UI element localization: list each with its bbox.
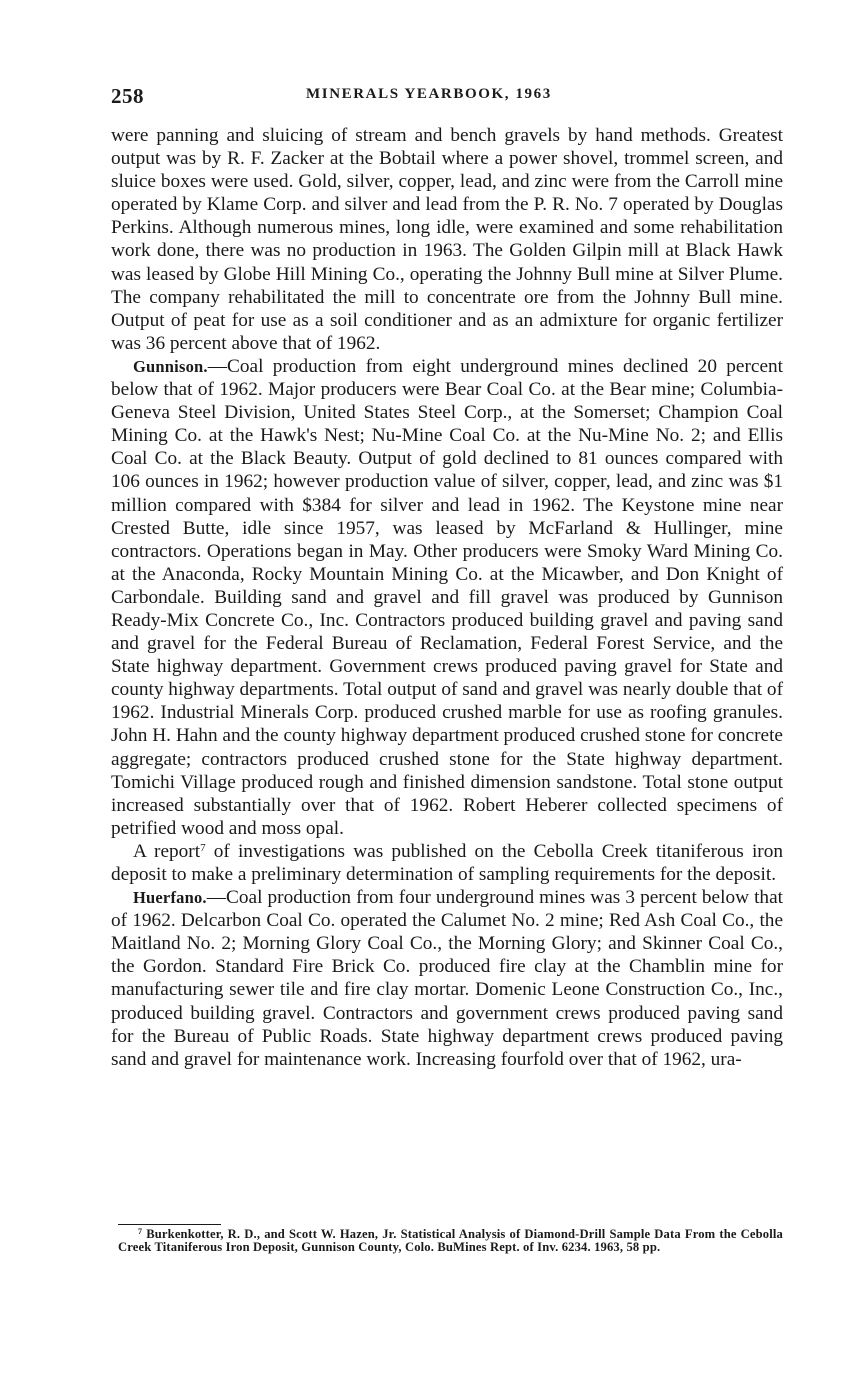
paragraph-text: of investigations was published on the Cebolla Creek titaniferous iron deposit to make a preliminary determination of sampling requirements for the deposit.: [111, 840, 783, 885]
footnote-divider: [118, 1224, 221, 1225]
paragraph-text: were panning and sluicing of stream and bench gravels by hand methods. Greatest output was by R. F. Zacker at the Bobtail where a power shovel, trommel screen, and sluice boxes were used. Gold, silver, copper, lead, and zinc were from the Carroll mine operated by Klame Corp. and silver and lead from the P. R. No. 7 operated by Douglas Perkins. Although numerous mines, long idle, were examined and some rehabilitation work done, there was no production in 1963. The Golden Gilpin mill at Black Hawk was leased by Globe Hill Mining Co., operating the Johnny Bull mine at Silver Plume. The company rehabilitated the mill to concentrate ore from the Johnny Bull mine. Output of peat for use as a soil conditioner and as an admixture for organic fertilizer was 36 percent above that of 1962.: [111, 125, 783, 354]
paragraph-text: A report: [133, 840, 201, 862]
footnote-reference: 7: [200, 841, 206, 854]
paragraph-text: —Coal production from eight underground mines declined 20 percent below that of 1962. Major producers were Bear Coal Co. at the Bear mine; Columbia-Geneva Steel Division, United States Steel Corp., at the Somerset; Champion Coal Mining Co. at the Hawk's Nest; Nu-Mine Coal Co. at the Nu-Mine No. 2; and Ellis Coal Co. at the Black Beauty. Output of gold declined to 81 ounces compared with 106 ounces in 1962; however production value of silver, copper, lead, and zinc was $1 million compared with $384 for silver and lead in 1962. The Keystone mine near Crested Butte, idle since 1957, was leased by McFarland & Hullinger, mine contractors. Operations began in May. Other producers were Smoky Ward Mining Co. at the Anaconda, Rocky Mountain Mining Co. at the Micawber, and Don Knight of Carbondale. Building sand and gravel and fill gravel was produced by Gunnison Ready-Mix Concrete Co., Inc. Contractors produced building gravel and paving sand and gravel for the Federal Bureau of Reclamation, Federal Forest Service, and the State highway department. Government crews produced paving gravel for State and county highway departments. Total output of sand and gravel was nearly double that of 1962. Industrial Minerals Corp. produced crushed marble for use as roofing granules. John H. Hahn and the county highway department produced crushed stone for concrete aggregate; contractors produced crushed stone for the State highway department. Tomichi Village produced rough and finished dimension sandstone. Total stone output increased substantially over that of 1962. Robert Heberer collected specimens of petrified wood and moss opal.: [111, 355, 783, 839]
footnote-marker: 7: [138, 1227, 143, 1236]
paragraph-text: —Coal production from four underground mines was 3 percent below that of 1962. Delcarbon Coal Co. operated the Calumet No. 2 mine; Red Ash Coal Co., the Maitland No. 2; Morning Glory Coal Co., the Morning Glory; and Skinner Coal Co., the Gordon. Standard Fire Brick Co. produced fire clay at the Chamblin mine for manufacturing sewer tile and fire clay mortar. Domenic Leone Construction Co., Inc., produced building gravel. Contractors and government crews produced paving sand for the Bureau of Public Roads. State highway department crews produced paving sand and gravel for maintenance work. Increasing fourfold over that of 1962, ura-: [111, 887, 783, 1070]
page-header: [111, 84, 783, 110]
running-head: MINERALS YEARBOOK, 1963: [306, 86, 552, 102]
county-sidehead-huerfano: Huerfano.: [133, 888, 207, 908]
paragraph-huerfano: [111, 886, 783, 1071]
county-sidehead-gunnison: Gunnison.: [133, 356, 208, 376]
page-number: 258: [111, 84, 144, 108]
footnote: [118, 1228, 783, 1255]
paragraph-gunnison: [111, 355, 783, 840]
footnote-text: Burkenkotter, R. D., and Scott W. Hazen, Jr. Statistical Analysis of Diamond-Drill Sample Data From the Cebolla Creek Titaniferous Iron Deposit, Gunnison County, Colo. BuMines Rept. of Inv. 6234. 1963, 58 pp.: [118, 1227, 783, 1255]
body-text: [111, 124, 783, 1071]
paragraph-gilpin-continued: [111, 124, 783, 355]
footnote-entry: [118, 1228, 783, 1255]
paragraph-report: [111, 840, 783, 886]
